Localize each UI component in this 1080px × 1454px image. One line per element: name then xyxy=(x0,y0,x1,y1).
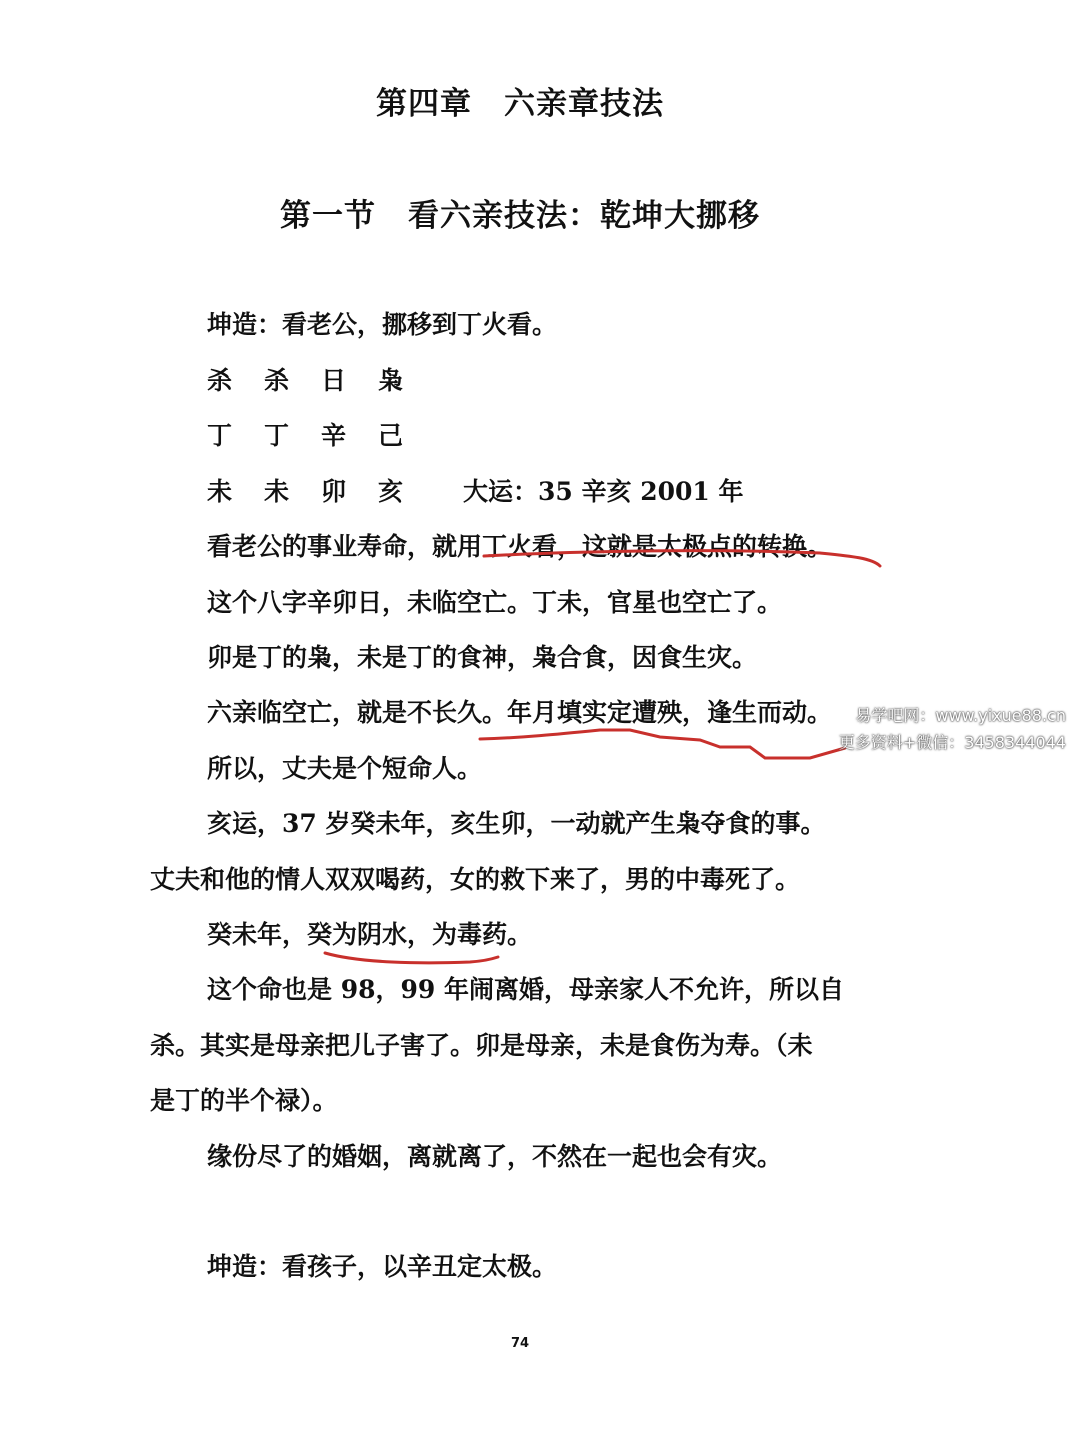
paragraph-line: 杀。其实是母亲把儿子害了。卯是母亲，未是食伤为寿。（未 xyxy=(150,1031,813,1060)
chapter-title: 第四章 六亲章技法 xyxy=(376,86,664,122)
paragraph-line: 缘份尽了的婚姻，离就离了，不然在一起也会有灾。 xyxy=(207,1142,783,1171)
watermark-line: 更多资料+微信：3458344044 xyxy=(838,733,1066,752)
bazi-cell: 己 xyxy=(378,421,404,450)
paragraph-line: 所以，丈夫是个短命人。 xyxy=(207,754,483,783)
watermark-line: 易学吧网：www.yixue88.cn xyxy=(855,706,1066,725)
bazi-cell: 杀 xyxy=(264,366,290,395)
bazi-cell: 卯 xyxy=(321,477,347,506)
bazi-cell: 丁 xyxy=(264,421,290,450)
bazi-cell: 未 xyxy=(207,477,233,506)
paragraph-line: 亥运，37 岁癸未年，亥生卯，一动就产生枭夺食的事。 xyxy=(207,809,826,838)
paragraph-line: 丈夫和他的情人双双喝药，女的救下来了，男的中毒死了。 xyxy=(150,865,801,894)
page-number: 74 xyxy=(510,1336,530,1351)
bazi-cell: 杀 xyxy=(207,366,233,395)
paragraph-line: 这个八字辛卯日，未临空亡。丁未，官星也空亡了。 xyxy=(207,588,783,617)
bazi-cell: 未 xyxy=(264,477,290,506)
red-underline xyxy=(484,551,880,566)
bazi-cell: 枭 xyxy=(378,366,404,395)
paragraph-line: 是丁的半个禄）。 xyxy=(150,1086,338,1115)
paragraph-line: 六亲临空亡，就是不长久。年月填实定遭殃，逢生而动。 xyxy=(207,698,833,727)
dayun-label: 大运：35 辛亥 2001 年 xyxy=(463,477,744,506)
section-title: 第一节 看六亲技法：乾坤大挪移 xyxy=(280,198,760,234)
paragraph-line: 卯是丁的枭，未是丁的食神，枭合食，因食生灾。 xyxy=(207,643,758,672)
bazi-cell: 亥 xyxy=(378,477,404,506)
paragraph-line: 这个命也是 98，99 年闹离婚，母亲家人不允许，所以自 xyxy=(207,975,844,1004)
bazi-cell: 日 xyxy=(321,366,347,395)
bazi-cell: 辛 xyxy=(321,421,347,450)
paragraph-line: 看老公的事业寿命，就用丁火看，这就是太极点的转换。 xyxy=(207,532,833,561)
red-underline xyxy=(325,953,498,963)
intro-line: 坤造：看老公，挪移到丁火看。 xyxy=(207,310,558,339)
bazi-cell: 丁 xyxy=(207,421,233,450)
paragraph-line: 坤造：看孩子，以辛丑定太极。 xyxy=(207,1252,558,1281)
red-underline xyxy=(480,730,845,758)
paragraph-line: 癸未年，癸为阴水，为毒药。 xyxy=(207,920,533,949)
